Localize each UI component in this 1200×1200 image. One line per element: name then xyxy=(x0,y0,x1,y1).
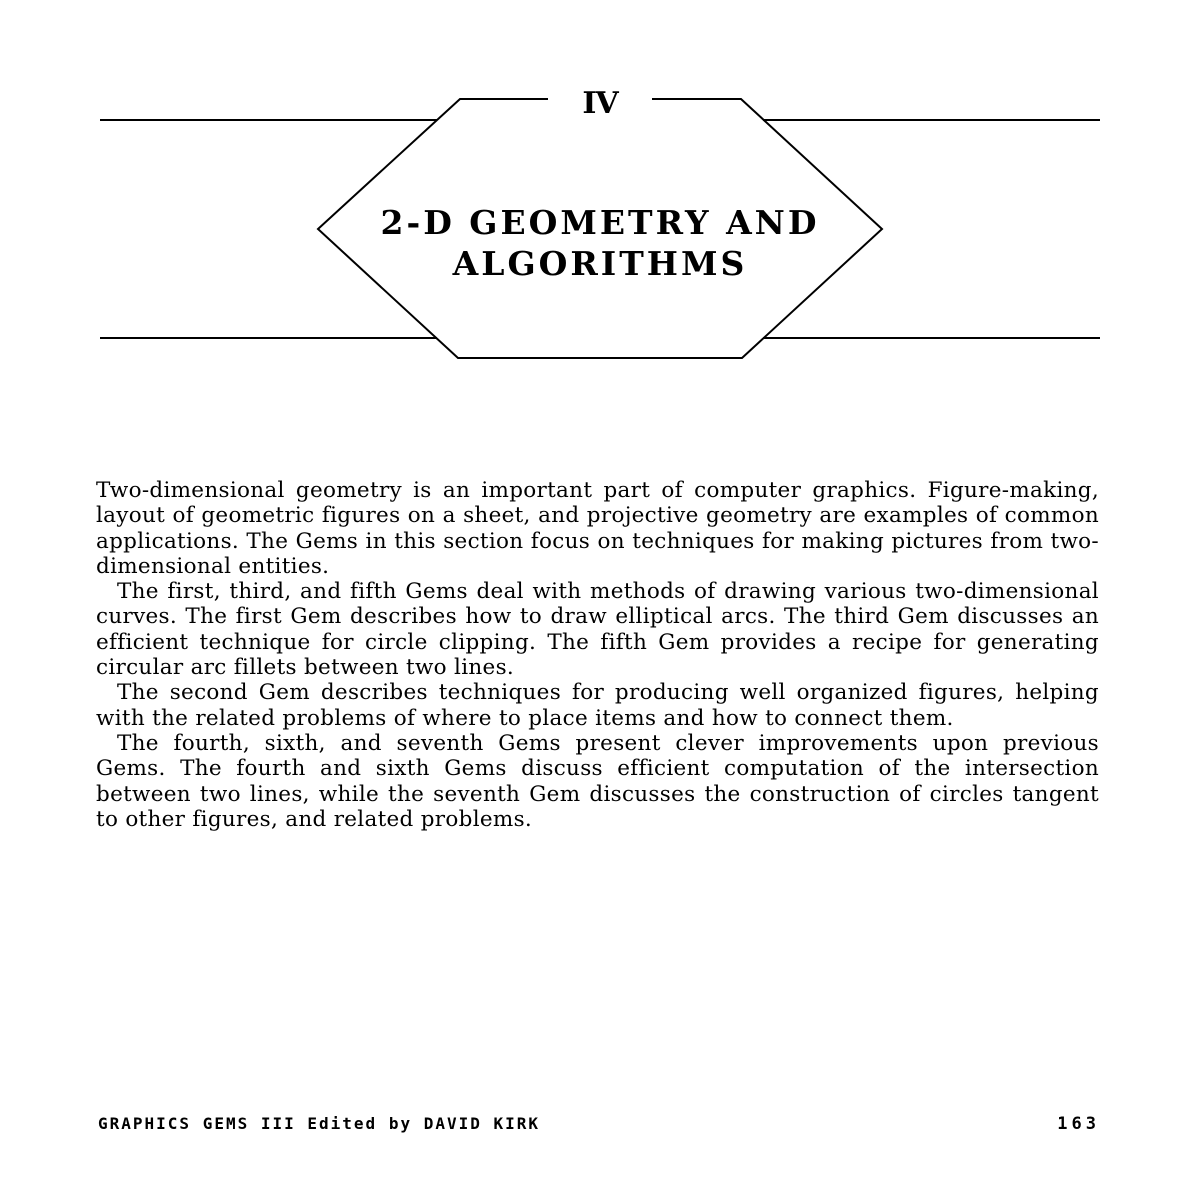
paragraph-1: Two-dimensional geometry is an important part of computer graphics. Figure-making, layout of geometric figures on a sheet, and projective geometry are examples of common applications. The Gems in this section focus on techniques for making pictures from two-dimensional entities. xyxy=(96,478,1099,579)
footer-page-number: 163 xyxy=(1057,1114,1100,1134)
part-number: IV xyxy=(582,86,618,121)
part-title-line-1: 2-D GEOMETRY AND xyxy=(380,203,820,242)
paragraph-3: The second Gem describes techniques for producing well organized figures, helping with the related problems of where to place items and how to connect them. xyxy=(96,680,1099,731)
paragraph-2: The first, third, and fifth Gems deal with methods of drawing various two-dimensional curves. The first Gem describes how to draw elliptical arcs. The third Gem discusses an efficient technique for circle clipping. The fifth Gem provides a recipe for generating circular arc fillets between two lines. xyxy=(96,579,1099,681)
introduction-text xyxy=(96,478,1099,832)
footer-book-credit: GRAPHICS GEMS III Edited by DAVID KIRK xyxy=(98,1114,541,1133)
part-header-hexagon-graphic xyxy=(0,0,1200,380)
part-title xyxy=(300,202,900,284)
part-title-line-2: ALGORITHMS xyxy=(452,244,748,283)
paragraph-4: The fourth, sixth, and seventh Gems present clever improvements upon previous Gems. The fourth and sixth Gems discuss efficient computation of the intersection between two lines, while the seventh Gem discusses the construction of circles tangent to other figures, and related problems. xyxy=(96,730,1099,832)
